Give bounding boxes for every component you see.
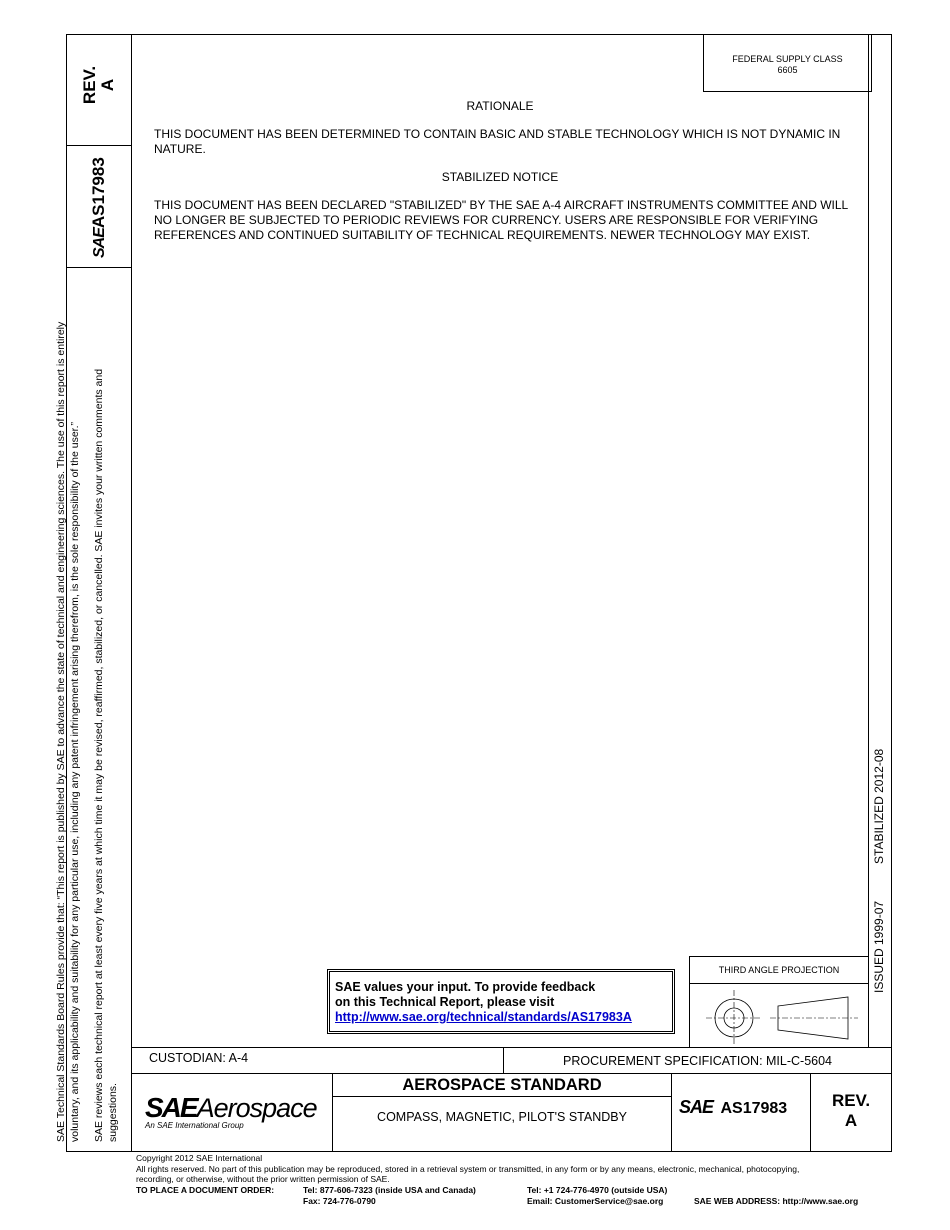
left-note-line1: SAE Technical Standards Board Rules provide that: “This report is published by SAE to advance the state of technical and engineering sciences. The use of this report is entirely <box>55 321 67 1142</box>
footer <box>136 1153 936 1207</box>
rights-line1: All rights reserved. No part of this publication may be reproduced, stored in a retrieval system or transmitted, in any form or by any means, electronic, mechanical, photocopying, <box>136 1163 800 1174</box>
feedback-link[interactable]: http://www.sae.org/technical/standards/AS17983A <box>335 1010 632 1024</box>
stabilized-text: THIS DOCUMENT HAS BEEN DECLARED "STABILIZED" BY THE SAE A-4 AIRCRAFT INSTRUMENTS COMMITTEE AND WILL NO LONGER BE SUBJECTED TO PERIODIC REVIEWS FOR CURRENCY. USERS ARE RESPONSIBLE FOR VERIFYING REFERENCES AND CONTINUED SUITABILITY OF TECHNICAL REQUIREMENTS. NEWER TECHNOLOGY MAY EXIST. <box>154 198 848 242</box>
rev-title-box <box>810 1073 892 1152</box>
doc-title: COMPASS, MAGNETIC, PILOT'S STANDBY <box>377 1110 627 1124</box>
left-note-line4: suggestions. <box>107 1083 119 1142</box>
projection-label-box <box>689 956 869 984</box>
sae-logo-mark: SAE <box>91 228 108 258</box>
standard-type: AEROSPACE STANDARD <box>402 1076 602 1094</box>
federal-supply-class-label: FEDERAL SUPPLY CLASS <box>732 54 843 64</box>
tel-intl: Tel: +1 724-776-4970 (outside USA) <box>527 1184 668 1195</box>
left-note-block-2 <box>92 369 120 1142</box>
logo-box <box>131 1073 333 1152</box>
rationale-text: THIS DOCUMENT HAS BEEN DETERMINED TO CONTAIN BASIC AND STABLE TECHNOLOGY WHICH IS NOT DYNAMIC IN NATURE. <box>154 127 841 156</box>
aerospace-logo-word: Aerospace <box>196 1093 317 1123</box>
procurement-box <box>503 1047 892 1074</box>
doc-number-box <box>66 145 132 268</box>
rights-line2: recording, or otherwise, without the prior written permission of SAE. <box>136 1174 390 1184</box>
right-strip-divider <box>868 34 869 1048</box>
logo-subtitle: An SAE International Group <box>145 1121 244 1130</box>
rev-box <box>66 34 132 146</box>
feedback-line2: on this Technical Report, please visit <box>335 995 555 1009</box>
federal-supply-class-value: 6605 <box>777 65 798 75</box>
stabilized-heading: STABILIZED NOTICE <box>441 170 559 184</box>
doc-number-title-box <box>671 1073 811 1152</box>
fax: Fax: 724-776-0790 <box>303 1195 376 1206</box>
third-angle-projection-icon <box>690 984 868 1047</box>
tel-us: Tel: 877-606-7323 (inside USA and Canada) <box>303 1184 476 1195</box>
order-label: TO PLACE A DOCUMENT ORDER: <box>136 1184 275 1195</box>
projection-symbol-box <box>689 983 869 1048</box>
left-note-line3: SAE reviews each technical report at least every five years at which time it may be revised, reaffirmed, stabilized, or cancelled. SAE invites your written comments and <box>93 368 105 1142</box>
sae-logo: SAE <box>145 1092 197 1123</box>
doc-title-box <box>332 1096 672 1152</box>
rev-value: A <box>98 78 117 92</box>
left-note-line2: voluntary, and its applicability and suitability for any particular use, including any patent infringement arising therefrom, is the sole responsibility of the user.” <box>69 421 81 1142</box>
email: Email: CustomerService@sae.org <box>527 1195 664 1206</box>
projection-label: THIRD ANGLE PROJECTION <box>718 965 840 975</box>
federal-supply-class-box <box>703 34 872 92</box>
rev-title-value: A <box>844 1111 858 1130</box>
copyright: Copyright 2012 SAE International <box>136 1153 263 1163</box>
doc-number: AS17983 <box>720 1100 788 1117</box>
left-note-block-1 <box>54 322 82 1142</box>
sae-logo-small: SAE <box>679 1097 714 1117</box>
feedback-box <box>327 969 675 1034</box>
web-address: SAE WEB ADDRESS: http://www.sae.org <box>694 1195 859 1206</box>
rev-title-label: REV. <box>831 1091 871 1110</box>
procurement-spec: PROCUREMENT SPECIFICATION: MIL-C-5604 <box>562 1054 833 1068</box>
custodian: CUSTODIAN: A-4 <box>149 1051 249 1065</box>
custodian-box <box>131 1047 504 1074</box>
standard-type-box <box>332 1073 672 1097</box>
doc-number-side: AS17983 <box>89 157 108 229</box>
rev-label: REV. <box>80 65 99 105</box>
rationale-heading: RATIONALE <box>466 99 534 113</box>
issued-date-vertical: ISSUED 1999-07 <box>872 900 886 993</box>
stabilized-date-vertical: STABILIZED 2012-08 <box>872 748 886 864</box>
feedback-line1: SAE values your input. To provide feedback <box>335 980 596 994</box>
